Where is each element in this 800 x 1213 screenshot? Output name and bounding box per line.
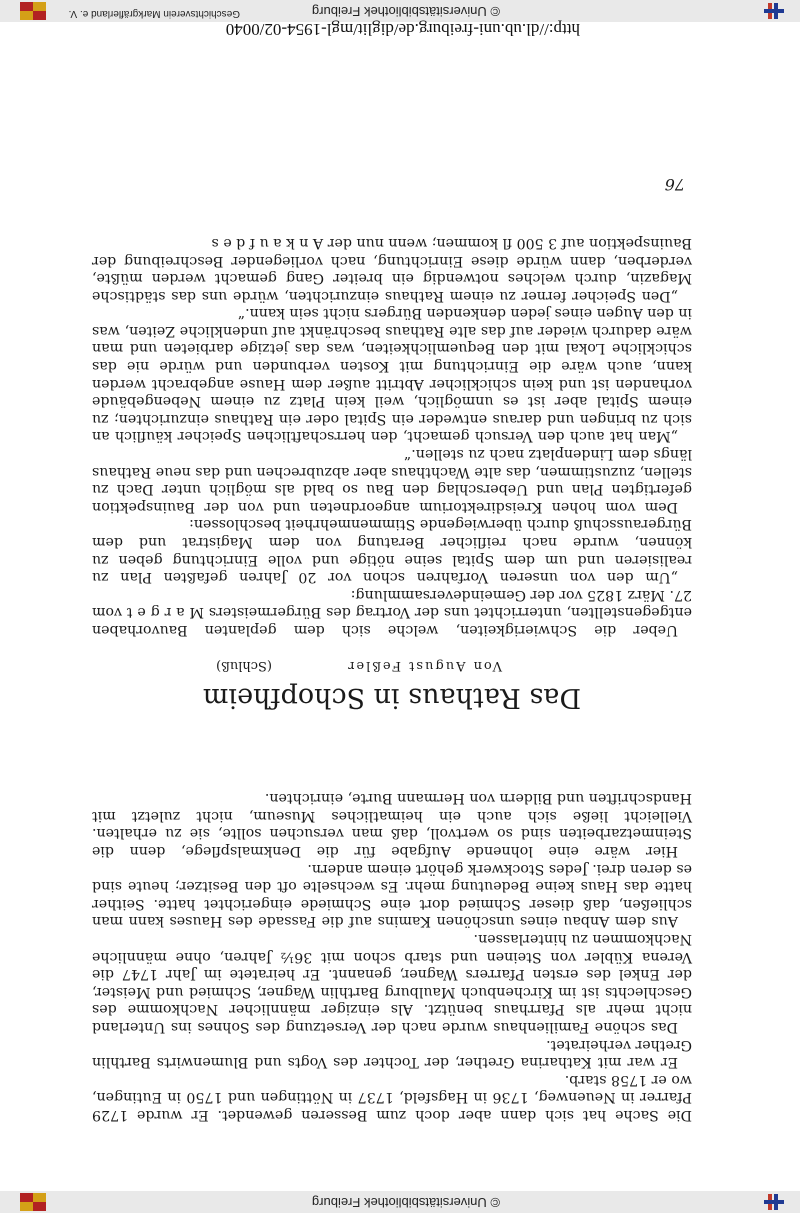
library-logo-icon [758,1191,792,1213]
paragraph: Ueber die Schwierigkeiten, welche sich dem geplanten Bauvorhaben entgegenstellten, unterrichtet uns der Vortrag des Bürgermeisters M a r g e t vom 27. März 1825 vor der Gemeindeversammlung: [92,586,692,638]
paragraph: Das schöne Familienhaus wurde nach der Versetzung des Sohnes ins Unterland nicht mehr als Pfarrhaus benützt. Als einziger männlicher Nachkomme des Geschlechts ist im Kirchenbuch Maulburg Barthlin Wagner, Schmied und Meister, der Enkel des ersten Pfarrers Wagner, genannt. Er heiratete im Jahr 1747 die Verena Kübler von Steinen und starb schon mit 36½ Jahren, ohne männliche Nachkommen zu hinterlassen. [92,931,692,1036]
coat-of-arms-icon [14,1191,48,1213]
author: Von August Feßler [346,658,502,673]
first-section [92,789,692,1123]
article-title: Das Rathaus in Schopfheim [202,682,582,713]
conclusion-note: (Schluß) [216,658,272,673]
library-logo-left-bottom [758,0,792,22]
library-copyright-bottom: © Universitätsbibliothek Freiburg [311,4,500,19]
society-logo-right [14,1191,48,1213]
paragraph: Aus dem Anbau eines unschönen Kamins auf die Fassade des Hauses kann man schließen, daß dieser Schmied dort eine Schmiede eingerichtet hatte. Seither hatte das Haus keine Bedeutung mehr. Es wechselte oft den Besitzer; heute sind es deren drei. Jedes Stockwerk gehört einem andern. [92,860,692,930]
society-logo-right-bottom [14,0,48,22]
paragraph: „Den Speicher ferner zu einem Rathaus einzurichten, würde uns das städtische Magazin, durch welches notwendig ein breiter Gang gemacht werden müßte, verderben, dann würde diese Einrichtung, nach vorliegender Beschreibung der Bauinspektion auf 3 500 fl kommen; wenn nun der A n k a u f d e s [92,234,692,304]
paragraph: Hier wäre eine lohnende Aufgabe für die Denkmalspflege, denn die Steinmetzarbeiten sind so wertvoll, daß man versuchen sollte, sie zu erhalten. Vielleicht ließe sich auch ein heimatliches Museum, nicht zuletzt mit Handschriften und Bildern von Hermann Burte, einrichten. [92,790,692,860]
library-copyright-top: © Universitätsbibliothek Freiburg [311,1195,500,1210]
society-name: Geschichtsverein Markgräflerland e. V. [68,8,240,19]
coat-of-arms-icon [14,0,48,22]
second-section [92,233,692,638]
paragraph: Er war mit Katharina Grether, der Tochter des Vogts und Blumenwirts Barthlin Grether verheiratet. [92,1036,692,1071]
paragraph: „Um den von unseren Vorfahren schon vor 20 Jahren gefaßten Plan zu realisieren und um dem Spital seine nötige und volle Einrichtung geben zu können, wurde nach reiflicher Beratung von dem Magistrat und dem Bürgerausschuß durch überwiegende Stimmenmehrheit beschlossen: [92,516,692,586]
library-bar-top [0,1191,800,1213]
paragraph: „Man hat auch den Versuch gemacht, den herrschaftlichen Speicher käuflich an sich zu bringen und daraus entweder ein Spital oder ein Rathaus einzurichten; zu einem Spital aber ist es unmöglich, weil kein Platz zu einem Nebengebäude vorhanden ist und kein schicklicher Abtritt außer dem Hause angebracht werden kann, auch wäre die Einrichtung mit Kosten verbunden und würde nie das schickliche Lokal mit den Bequemlichkeiten, was das jetzige darbieten und man wäre dadurch wieder auf das alte Rathaus beschränkt auf undenkliche Zeiten, was in den Augen eines jeden denkenden Bürgers nicht sein kann.“ [92,305,692,445]
paragraph: Die Sache hat sich dann aber doch zum Besseren gewendet. Er wurde 1729 Pfarrer in Neuenweg, 1736 in Hagsfeld, 1737 in Nöttingen und 1750 in Eutingen, wo er 1758 starb. [92,1071,692,1123]
page-number: 76 [664,175,685,194]
source-url[interactable]: http://dl.ub.uni-freiburg.de/diglit/mgl-1954-02/0040 [225,20,580,39]
library-logo-icon [758,0,792,22]
paragraph: Dem vom hohen Kreisdirektorium angeordneten und von der Bauinspektion gefertigten Plan und Ueberschlag den Bau so bald als möglich unter Dach zu stellen, zuzustimmen, das alte Wachthaus aber abzubrechen und das neue Rathaus längs dem Lindenplatz nach zu stellen.“ [92,446,692,515]
library-logo-left [758,1191,792,1213]
